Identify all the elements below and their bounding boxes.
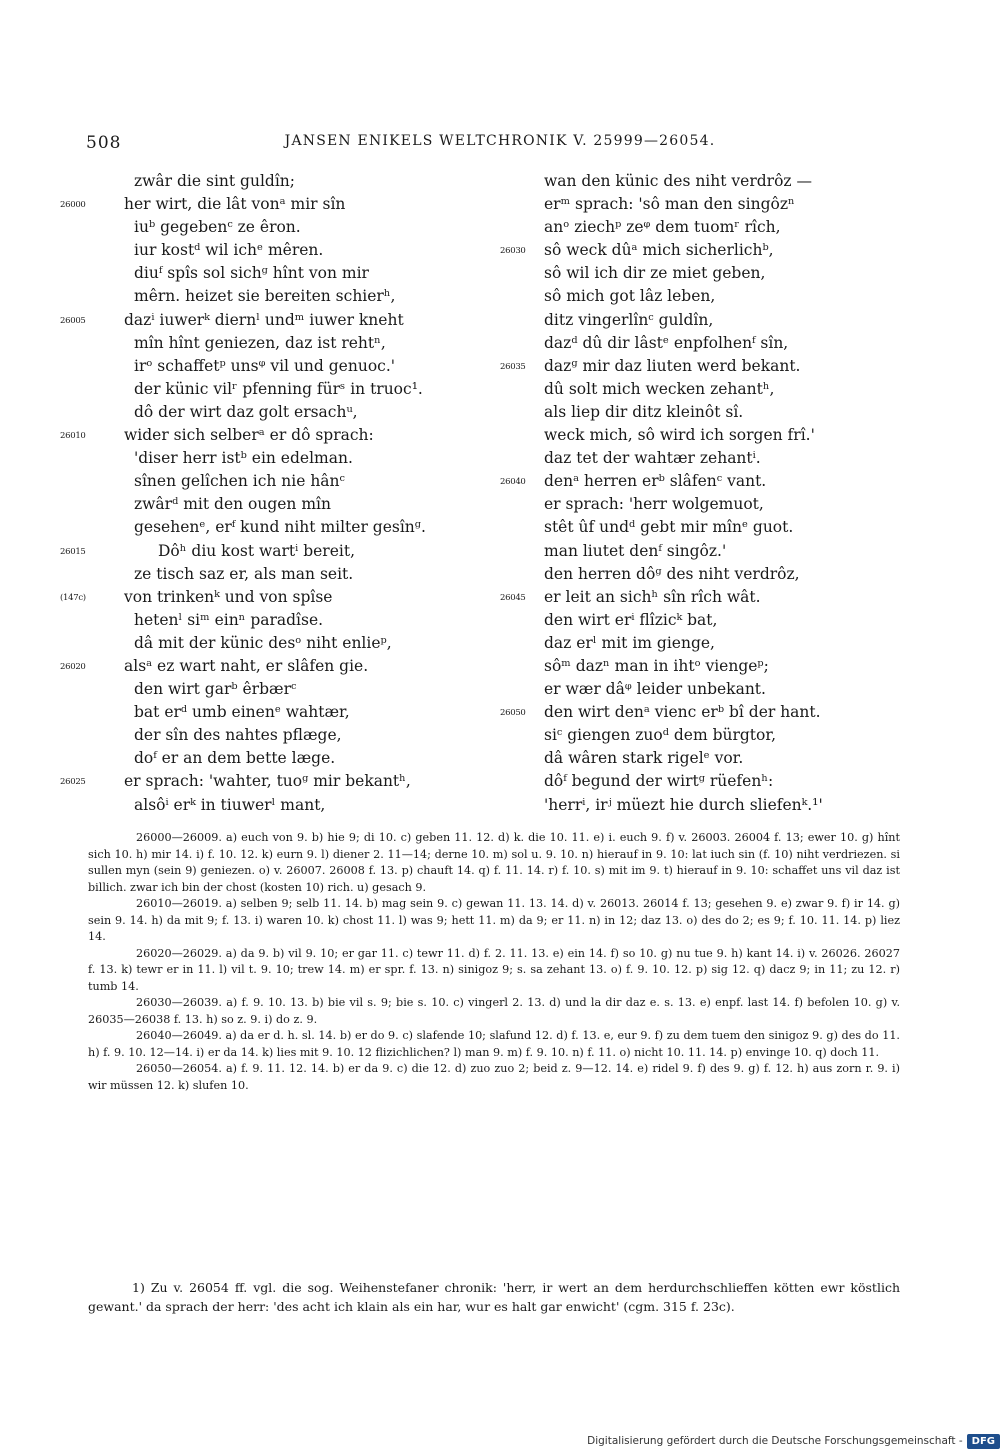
verse-line	[500, 334, 940, 357]
verse-text: zwârᵈ mit den ougen mîn	[134, 495, 331, 514]
verse-text: er wær dâᵠ leider unbekant.	[544, 680, 766, 699]
verse-number: 26030	[500, 246, 526, 257]
verse-line	[500, 680, 940, 703]
verse-text: von trinkenᵏ und von spîse	[124, 587, 333, 606]
footnote-text: 1) Zu v. 26054 ff. vgl. die sog. Weihenstefaner chronik: 'herr, ir wert an dem herdurchschlieffen kötten ewr köstlich gewant.' da sprach der herr: 'des acht ich klain als ein har, wur es halt gar enwicht' (cgm. 315 f. 23c).	[88, 1280, 900, 1314]
verse-text: erᵐ sprach: 'sô man den singôzⁿ	[544, 195, 795, 214]
verse-line	[500, 195, 940, 218]
verse-line	[500, 472, 940, 495]
verse-line	[60, 611, 490, 634]
verse-text: dâ mit der künic desᵒ niht enlieᵖ,	[134, 633, 392, 652]
page-header	[0, 133, 1000, 157]
verse-line	[500, 657, 940, 680]
verse-text: mîn hînt geniezen, daz ist rehtⁿ,	[134, 333, 386, 352]
verse-text: daz tet der wahtær zehantⁱ.	[544, 449, 761, 468]
dfg-logo: DFG	[967, 1434, 1000, 1449]
verse-line	[60, 588, 490, 611]
verse-text: dazᵈ dû dir lâstᵉ enpfolhenᶠ sîn,	[544, 333, 789, 352]
verse-line	[60, 380, 490, 403]
verse-line	[60, 241, 490, 264]
verse-line	[60, 542, 490, 565]
verse-line	[500, 218, 940, 241]
verse-text: sô weck dûᵃ mich sicherlichᵇ,	[544, 241, 774, 260]
verse-text: her wirt, die lât vonᵃ mir sîn	[124, 195, 346, 214]
verse-text: dû solt mich wecken zehantʰ,	[544, 379, 775, 398]
verse-text: alsôⁱ erᵏ in tiuwerˡ mant,	[134, 795, 326, 814]
verse-text: zwâr die sint guldîn;	[134, 172, 295, 190]
verse-line	[500, 588, 940, 611]
verse-line	[60, 287, 490, 310]
verse-text: den wirt denᵃ vienc erᵇ bî der hant.	[544, 703, 821, 722]
verse-text: ditz vingerlînᶜ guldîn,	[544, 310, 714, 329]
verse-line	[60, 796, 490, 819]
verse-line	[500, 542, 940, 565]
verse-text: er sprach: 'wahter, tuoᵍ mir bekantʰ,	[124, 772, 411, 791]
verse-text: anᵒ ziechᵖ zeᵠ dem tuomʳ rîch,	[544, 218, 781, 237]
verse-line	[500, 772, 940, 795]
verse-line	[60, 195, 490, 218]
verse-line	[500, 426, 940, 449]
verse-text: sôᵐ dazⁿ man in ihtᵒ viengeᵖ;	[544, 656, 769, 675]
verse-line	[500, 749, 940, 772]
apparatus-entry: 26040—26049. a) da er d. h. sl. 14. b) er do 9. c) slafende 10; slafund 12. d) f. 13. e, eur 9. f) zu dem tuem den sinigoz 9. g) des do 11. h) f. 9. 10. 12—14. i) er da 14. k) lies mit 9. 10. 12 flizichlichen? l) man 9. m) f. 9. 10. n) f. 11. o) nicht 10. 11. 14. p) envinge 10. q) doch 11.	[88, 1029, 900, 1059]
apparatus-entry: 26010—26019. a) selben 9; selb 11. 14. b) mag sein 9. c) gewan 11. 13. 14. d) v. 26013. 26014 f. 13; gesehen 9. e) zwar 9. f) ir 14. g) sein 9. 14. h) da mit 9; f. 13. i) waren 10. k) chost 11. l) was 9; hett 11. m) da 9; er 11. n) in 12; daz 13. o) des do 2; es 9; f. 10. 11. 14. p) liez 14.	[88, 897, 900, 943]
verse-number: 26050	[500, 708, 526, 719]
verse-text: dôᶠ begund der wirtᵍ rüefenʰ:	[544, 772, 774, 791]
running-title: JANSEN ENIKELS WELTCHRONIK V. 25999—26054.	[284, 133, 716, 149]
verse-number: 26040	[500, 477, 526, 488]
verse-text: stêt ûf undᵈ gebt mir mînᵉ guot.	[544, 518, 794, 537]
verse-line	[60, 634, 490, 657]
verse-text: mêrn. heizet sie bereiten schierʰ,	[134, 287, 396, 306]
verse-number: (147c)	[60, 592, 86, 603]
verse-line	[60, 657, 490, 680]
verse-line	[500, 172, 940, 195]
verse-text: sô mich got lâz leben,	[544, 287, 716, 306]
verse-line	[60, 334, 490, 357]
apparatus-entry: 26000—26009. a) euch von 9. b) hie 9; di 10. c) geben 11. 12. d) k. die 10. 11. e) i. euch 9. f) v. 26003. 26004 f. 13; ewer 10. g) hînt sich 10. h) mir 14. i) f. 10. 12. k) eurn 9. l) diener 2. 11—14; derne 10. m) sol u. 9. 10. n) hierauf in 9. 10: lat iuch sin (f. 10) niht verdriezen. si sullen myn (sein 9) geniezen. o) v. 26007. 26008 f. 13. p) chauft 14. q) f. 11. 14. r) f. 10. s) mit im 9. t) hierauf in 9. 10: schaffet uns vil daz ist billich. zwar ich bin der chost (kosten 10) rich. u) gesach 9.	[88, 831, 900, 894]
verse-number: 26045	[500, 592, 526, 603]
verse-text: den wirt garᵇ êrbærᶜ	[134, 680, 297, 699]
verse-text: alsᵃ ez wart naht, er slâfen gie.	[124, 656, 369, 675]
verse-text: ze tisch saz er, als man seit.	[134, 564, 354, 583]
verse-line	[500, 611, 940, 634]
verse-line	[60, 449, 490, 472]
verse-text: dâ wâren stark rigelᵉ vor.	[544, 749, 744, 768]
verse-text: doᶠ er an dem bette læge.	[134, 749, 336, 768]
verse-text: wider sich selberᵃ er dô sprach:	[124, 426, 374, 445]
verse-text: iuᵇ gegebenᶜ ze êron.	[134, 218, 301, 237]
verse-line	[60, 565, 490, 588]
right-verse-column	[500, 172, 940, 819]
verse-line	[500, 565, 940, 588]
verse-number: 26025	[60, 777, 86, 788]
verse-text: iur kostᵈ wil ichᵉ mêren.	[134, 241, 324, 260]
verse-text: den herren dôᵍ des niht verdrôz,	[544, 564, 800, 583]
verse-text: wan den künic des niht verdrôz —	[544, 172, 812, 190]
verse-text: daz erˡ mit im gienge,	[544, 633, 715, 652]
verse-line	[60, 749, 490, 772]
verse-text: hetenˡ siᵐ einⁿ paradîse.	[134, 610, 324, 629]
verse-text: sînen gelîchen ich nie hânᶜ	[134, 472, 345, 491]
verse-line	[500, 703, 940, 726]
verse-line	[500, 311, 940, 334]
verse-text: dazᵍ mir daz liuten werd bekant.	[544, 356, 801, 375]
verse-line	[500, 726, 940, 749]
verse-text: man liutet denᶠ singôz.'	[544, 541, 727, 560]
verse-text: er leit an sichʰ sîn rîch wât.	[544, 587, 761, 606]
verse-text: diuᶠ spîs sol sichᵍ hînt von mir	[134, 264, 369, 283]
funding-note	[587, 1430, 1000, 1452]
verse-line	[500, 495, 940, 518]
left-verse-column	[60, 172, 490, 819]
verse-text: weck mich, sô wird ich sorgen frî.'	[544, 426, 815, 445]
verse-number: 26015	[60, 546, 86, 557]
verse-line	[500, 241, 940, 264]
critical-apparatus	[88, 830, 900, 1094]
verse-text: 'herrⁱ, irʲ müezt hie durch sliefenᵏ.¹'	[544, 795, 823, 814]
funding-text: Digitalisierung gefördert durch die Deutsche Forschungsgemeinschaft -	[587, 1435, 963, 1447]
verse-text: bat erᵈ umb einenᵉ wahtær,	[134, 703, 350, 722]
verse-line	[60, 472, 490, 495]
verse-line	[60, 311, 490, 334]
verse-line	[60, 426, 490, 449]
verse-text: sô wil ich dir ze miet geben,	[544, 264, 766, 283]
verse-text: dô der wirt daz golt ersachᵘ,	[134, 402, 358, 421]
verse-text: irᵒ schaffetᵖ unsᵠ vil und genuoc.'	[134, 356, 396, 375]
verse-number: 26005	[60, 315, 86, 326]
verse-line	[60, 218, 490, 241]
verse-line	[60, 264, 490, 287]
verse-line	[500, 449, 940, 472]
verse-line	[60, 172, 490, 195]
verse-text: Dôʰ diu kost wartⁱ bereit,	[158, 541, 355, 560]
verse-text: den wirt erⁱ flîzicᵏ bat,	[544, 610, 718, 629]
verse-number: 26010	[60, 431, 86, 442]
apparatus-entry: 26020—26029. a) da 9. b) vil 9. 10; er gar 11. c) tewr 11. d) f. 2. 11. 13. e) ein 14. f) so 10. g) nu tue 9. h) kant 14. i) v. 26026. 26027 f. 13. k) tewr er in 11. l) vil t. 9. 10; trew 14. m) er spr. f. 13. n) sinigoz 9; s. sa zehant 13. o) f. 9. 10. 12. p) sig 12. q) dacz 9; in 11; zu 12. r) tumb 14.	[88, 946, 900, 993]
verse-line	[60, 772, 490, 795]
verse-line	[60, 726, 490, 749]
page-number: 508	[86, 133, 122, 153]
verse-line	[500, 634, 940, 657]
verse-number: 26020	[60, 661, 86, 672]
verse-line	[60, 403, 490, 426]
verse-number: 26035	[500, 361, 526, 372]
verse-line	[60, 357, 490, 380]
verse-text: 'diser herr istᵇ ein edelman.	[134, 449, 353, 468]
verse-line	[500, 403, 940, 426]
verse-line	[60, 703, 490, 726]
apparatus-entry: 26030—26039. a) f. 9. 10. 13. b) bie vil s. 9; bie s. 10. c) vingerl 2. 13. d) und la dir daz e. s. 13. e) enpf. last 14. f) befolen 10. g) v. 26035—26038 f. 13. h) so z. 9. i) do z. 9.	[88, 996, 900, 1026]
verse-text: als liep dir ditz kleinôt sî.	[544, 402, 744, 421]
verse-text: denᵃ herren erᵇ slâfenᶜ vant.	[544, 472, 767, 491]
verse-text: er sprach: 'herr wolgemuot,	[544, 495, 764, 514]
verse-line	[500, 796, 940, 819]
verse-text: dazⁱ iuwerᵏ diernˡ undᵐ iuwer kneht	[124, 310, 404, 329]
verse-text: der künic vilʳ pfenning fürˢ in truoc¹.	[134, 379, 423, 398]
verse-line	[500, 380, 940, 403]
verse-text: gesehenᵉ, erᶠ kund niht milter gesînᵍ.	[134, 518, 426, 537]
verse-text: der sîn des nahtes pflæge,	[134, 726, 342, 745]
verse-line	[60, 495, 490, 518]
verse-line	[60, 680, 490, 703]
verse-text: siᶜ giengen zuoᵈ dem bürgtor,	[544, 726, 777, 745]
verse-line	[500, 357, 940, 380]
verse-line	[500, 287, 940, 310]
footnote	[88, 1278, 900, 1316]
verse-line	[60, 518, 490, 541]
apparatus-entry: 26050—26054. a) f. 9. 11. 12. 14. b) er da 9. c) die 12. d) zuo zuo 2; beid z. 9—12. 14. e) ridel 9. f) des 9. g) f. 12. h) aus zorn r. 9. i) wir müssen 12. k) slufen 10.	[88, 1062, 900, 1092]
verse-line	[500, 518, 940, 541]
verse-number: 26000	[60, 200, 86, 211]
verse-line	[500, 264, 940, 287]
